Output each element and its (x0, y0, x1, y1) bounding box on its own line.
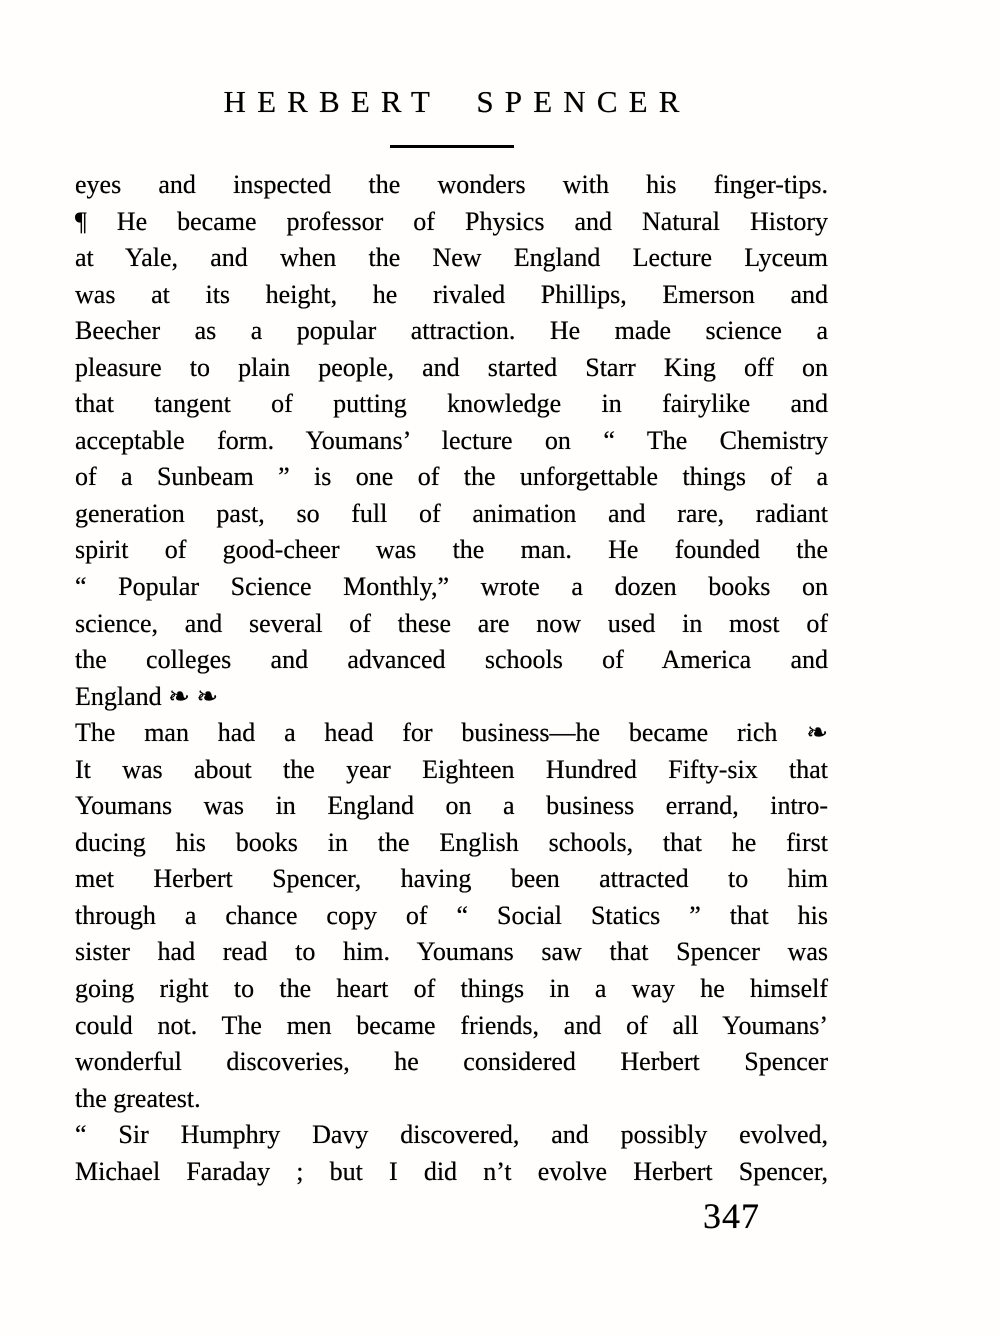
text-line: science, and several of these are now used in most of (75, 608, 828, 638)
text-line: Michael Faraday ; but I did n’t evolve Herbert Spencer, (75, 1156, 828, 1186)
text-line: that tangent of putting knowledge in fairylike and (75, 389, 828, 419)
text-line: “ Popular Science Monthly,” wrote a dozen books on (75, 572, 828, 602)
text-line: wonderful discoveries, he considered Herbert Spencer (75, 1047, 828, 1077)
text-line: acceptable form. Youmans’ lecture on “ The Chemistry (75, 425, 828, 455)
text-line: spirit of good-cheer was the man. He founded the (75, 535, 828, 565)
page-content (75, 0, 828, 1236)
text-line: through a chance copy of “ Social Statics ” that his (75, 900, 828, 930)
text-line: Youmans was in England on a business errand, intro- (75, 791, 828, 821)
text-line: could not. The men became friends, and of all Youmans’ (75, 1010, 828, 1040)
text-line: sister had read to him. Youmans saw that Spencer was (75, 937, 828, 967)
text-line: The man had a head for business—he became rich ❧ (75, 718, 828, 748)
page-title: HERBERT SPENCER (223, 84, 691, 119)
page-number: 347 (703, 1196, 760, 1237)
text-line: ¶ He became professor of Physics and Natural History (75, 206, 828, 236)
text-line: Beecher as a popular attraction. He made science a (75, 316, 828, 346)
body-text (75, 167, 828, 1190)
text-line: England ❧ ❧ (75, 681, 219, 711)
text-line: of a Sunbeam ” is one of the unforgettable things of a (75, 462, 828, 492)
text-line: “ Sir Humphry Davy discovered, and possibly evolved, (75, 1120, 828, 1150)
text-line: met Herbert Spencer, having been attracted to him (75, 864, 828, 894)
text-line: generation past, so full of animation and rare, radiant (75, 498, 828, 528)
text-line: the colleges and advanced schools of America and (75, 645, 828, 675)
text-line: the greatest. (75, 1083, 201, 1113)
text-line: pleasure to plain people, and started Starr King off on (75, 352, 828, 382)
text-line: ducing his books in the English schools, that he first (75, 827, 828, 857)
text-line: at Yale, and when the New England Lecture Lyceum (75, 243, 828, 273)
text-line: eyes and inspected the wonders with his finger-tips. (75, 170, 828, 199)
text-line: It was about the year Eighteen Hundred Fifty-six that (75, 754, 828, 784)
text-line: going right to the heart of things in a way he himself (75, 974, 828, 1004)
title-rule-divider (390, 145, 514, 148)
text-line: was at its height, he rivaled Phillips, Emerson and (75, 279, 828, 309)
